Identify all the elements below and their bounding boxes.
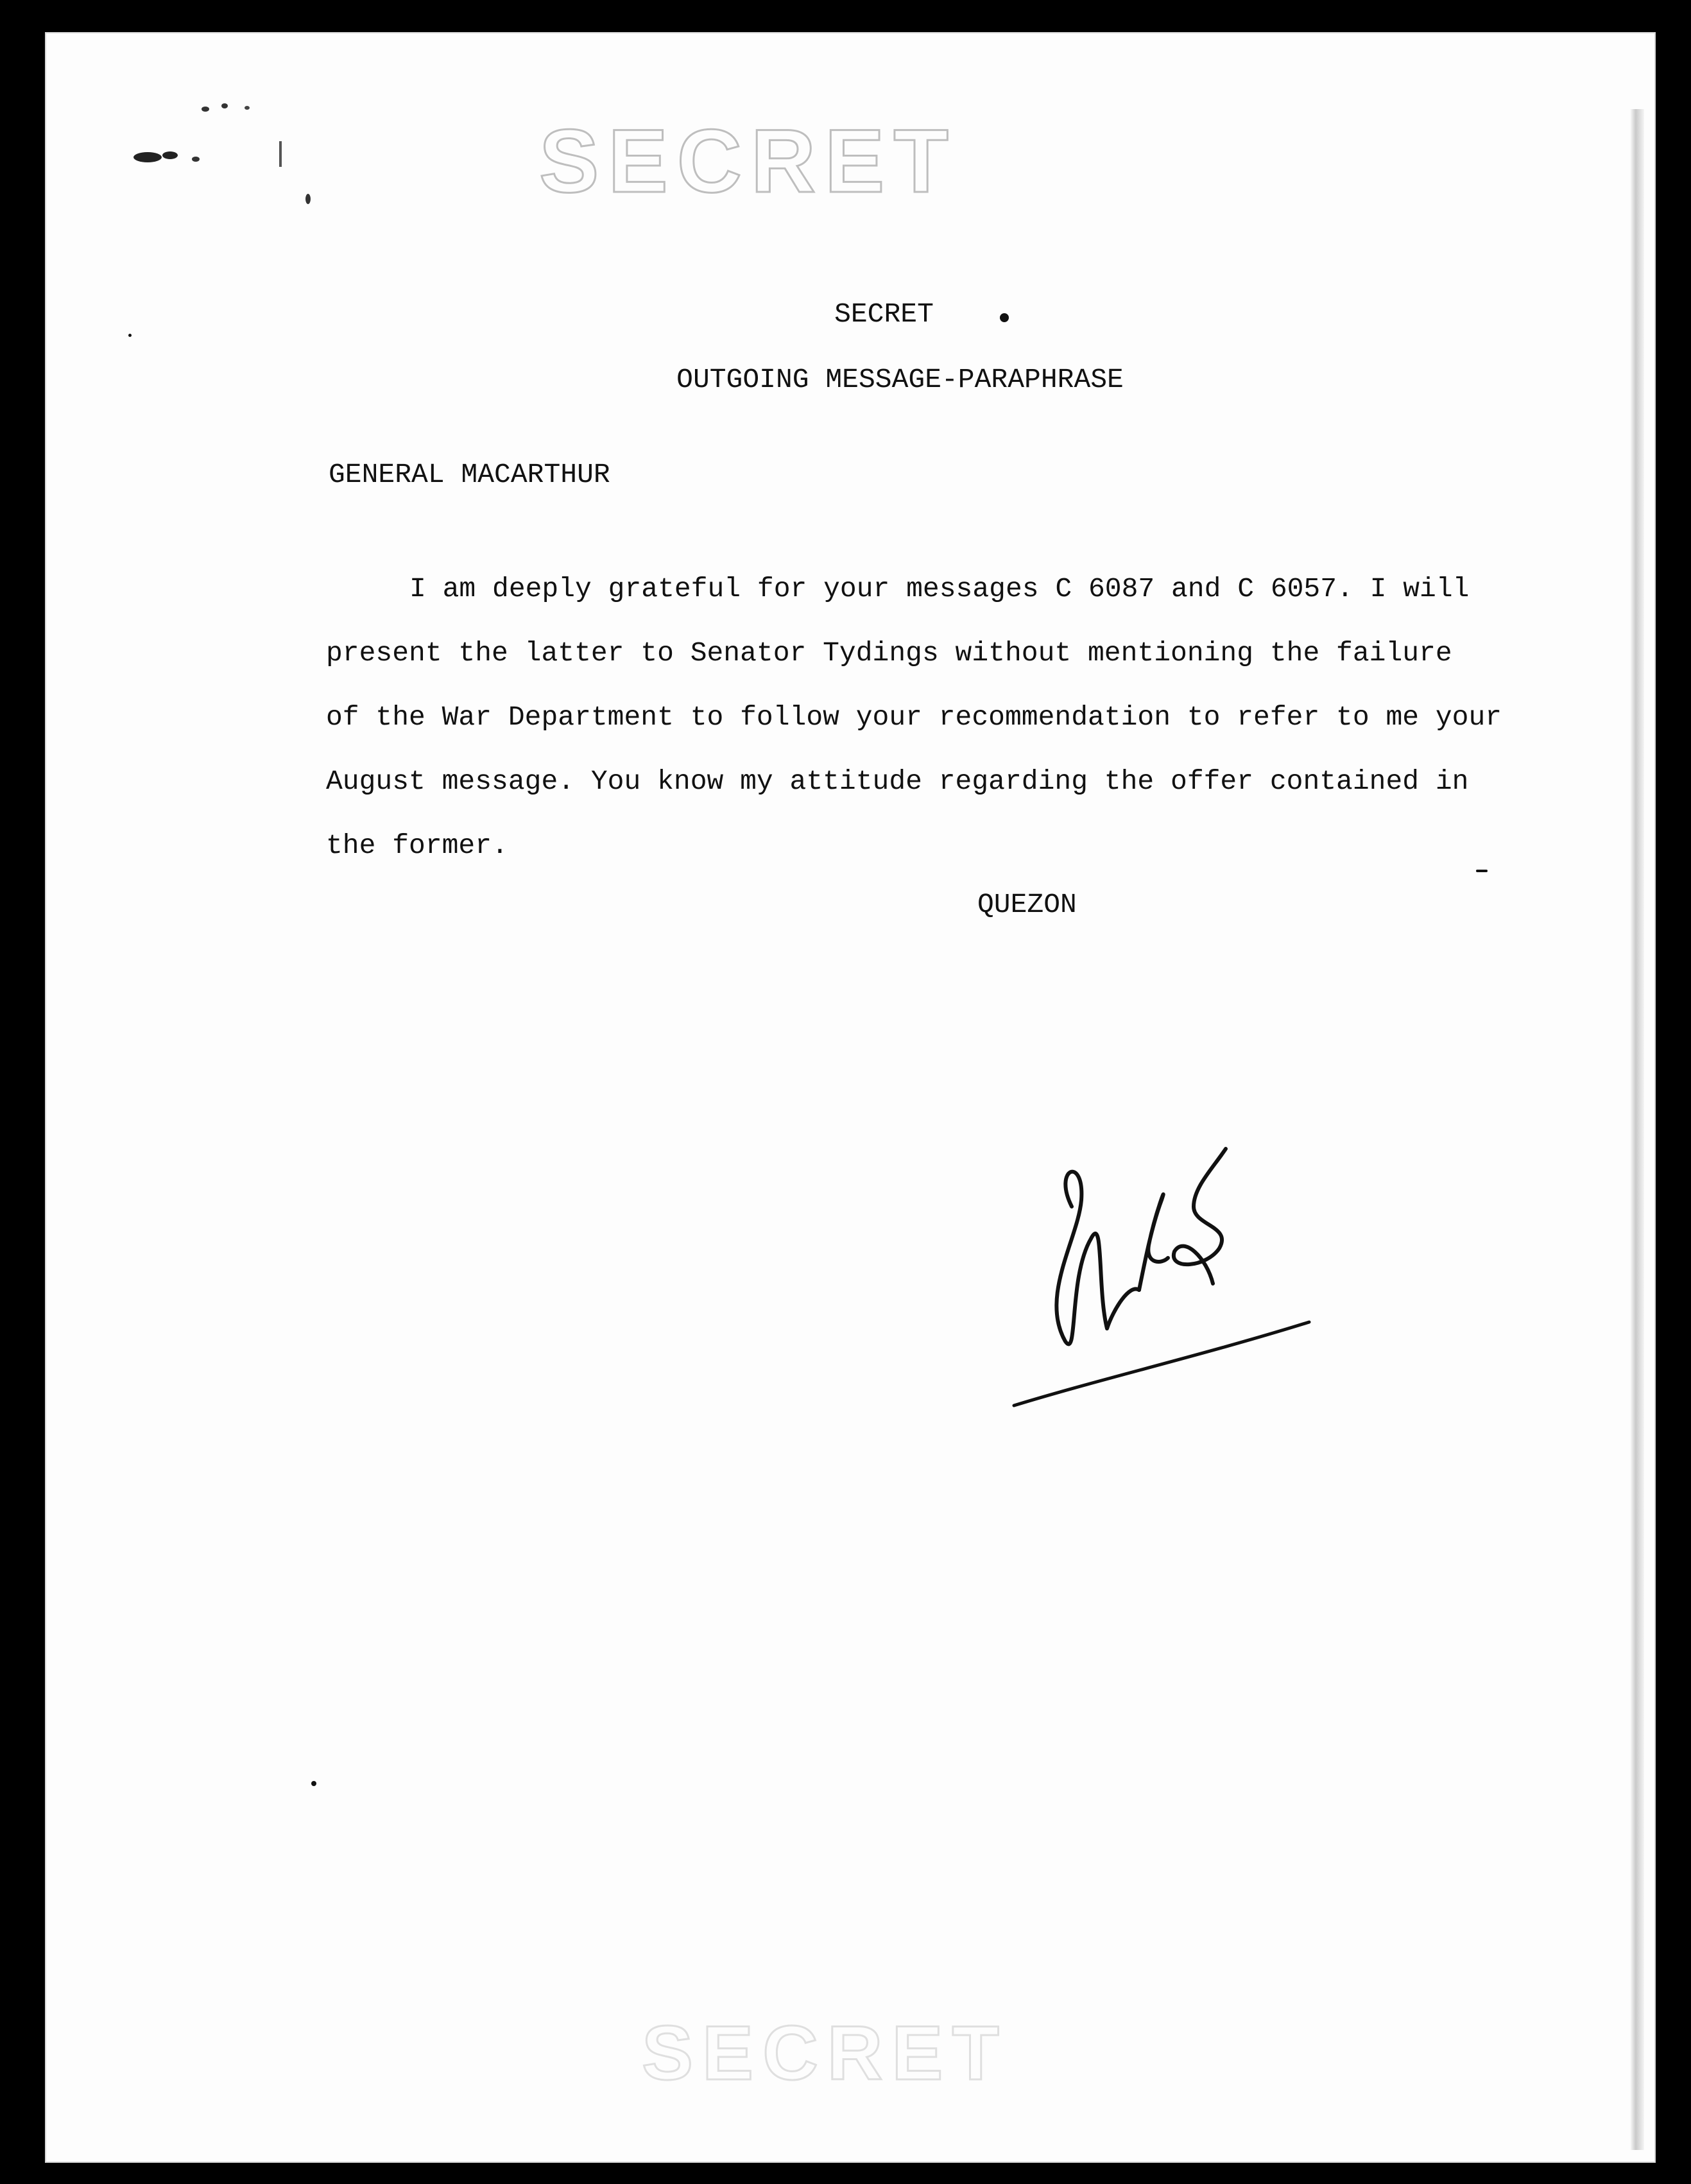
handwritten-initials: [1001, 1130, 1335, 1418]
ink-specks: [122, 96, 334, 218]
body-line-2: present the latter to Senator Tydings without mentioning the failure: [326, 637, 1452, 669]
page-edge-shadow: [1630, 109, 1644, 2150]
secret-stamp-top: SECRET: [539, 110, 957, 211]
signer-name: QUEZON: [977, 889, 1077, 920]
body-line-3: of the War Department to follow your recommendation to refer to me your: [326, 701, 1502, 733]
message-body: [326, 557, 1500, 878]
body-line-5: the former.: [326, 830, 508, 861]
secret-stamp-bottom: SECRET: [642, 2010, 1008, 2096]
addressee: GENERAL MACARTHUR: [329, 459, 610, 490]
ink-dot: [1476, 870, 1488, 872]
body-line-4: August message. You know my attitude regarding the offer contained in: [326, 766, 1469, 797]
body-line-1: I am deeply grateful for your messages C 6087 and C 6057. I will: [409, 573, 1470, 605]
ink-dot: [128, 334, 132, 337]
classification-heading: SECRET: [834, 298, 934, 330]
document-page: [45, 32, 1656, 2163]
ink-dot: [311, 1781, 316, 1786]
ink-dot: [1000, 313, 1009, 322]
subject-heading: OUTGOING MESSAGE-PARAPHRASE: [676, 364, 1124, 395]
